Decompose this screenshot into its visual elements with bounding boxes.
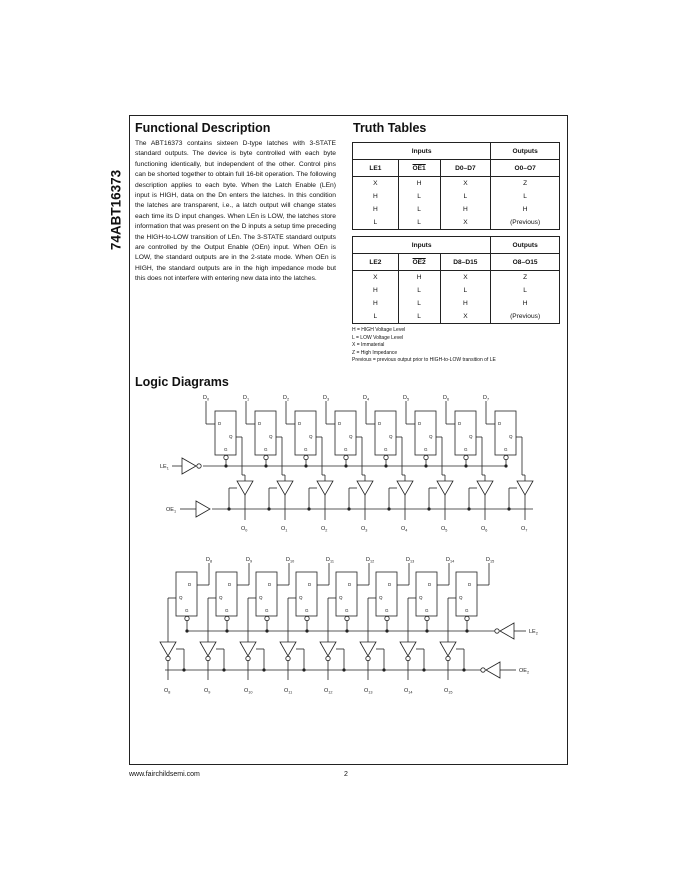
legend-item: Z = High Impedance	[352, 349, 398, 356]
latch-pin-g: G	[385, 608, 389, 613]
latch-pin-d: D	[468, 582, 472, 587]
latch-pin-g: G	[225, 608, 229, 613]
data-input-label: $D_6$	[443, 395, 450, 402]
output-label: $O_8$	[164, 688, 171, 695]
junction-dot	[384, 464, 387, 467]
inversion-bubble	[481, 668, 485, 672]
latch-pin-g: G	[504, 447, 508, 452]
table-cell: L	[398, 216, 440, 230]
table-cell: L	[398, 284, 440, 297]
output-buffer	[240, 642, 256, 656]
table-cell: H	[491, 297, 560, 310]
junction-dot	[264, 464, 267, 467]
outputs-header: Outputs	[491, 237, 560, 254]
column-header: D0–D7	[440, 160, 491, 177]
side-title: 74ABT16373	[108, 169, 124, 251]
latch-pin-q: Q	[379, 595, 383, 600]
latch-pin-g: G	[465, 608, 469, 613]
table-cell: Z	[491, 271, 560, 285]
inversion-bubble	[385, 616, 389, 620]
data-input-label: $D_1$	[243, 395, 250, 402]
inversion-bubble	[504, 455, 508, 459]
oe-buffer	[196, 501, 210, 517]
output-label: $O_{14}$	[404, 688, 413, 695]
latch-pin-g: G	[224, 447, 228, 452]
outputs-header: Outputs	[491, 143, 560, 160]
latch-pin-q: Q	[339, 595, 343, 600]
inversion-bubble	[224, 455, 228, 459]
junction-dot	[464, 464, 467, 467]
output-label: $O_0$	[241, 526, 248, 533]
junction-dot	[382, 668, 385, 671]
oe-buffer	[486, 662, 500, 678]
column-header: LE2	[353, 254, 399, 271]
inversion-bubble	[206, 656, 210, 660]
table-cell: L	[491, 284, 560, 297]
latch-pin-q: Q	[219, 595, 223, 600]
junction-dot	[265, 629, 268, 632]
junction-dot	[227, 507, 230, 510]
table-cell: H	[353, 190, 399, 203]
latch-pin-d: D	[298, 421, 302, 426]
latch-pin-d: D	[498, 421, 502, 426]
data-input-label: $D_8$	[206, 557, 213, 564]
latch-pin-d: D	[308, 582, 312, 587]
oe-label: $OE_1$	[166, 507, 177, 514]
table-cell: (Previous)	[491, 216, 560, 230]
table-cell: L	[398, 297, 440, 310]
latch-pin-g: G	[264, 447, 268, 452]
junction-dot	[224, 464, 227, 467]
latch-pin-d: D	[378, 421, 382, 426]
junction-dot	[504, 464, 507, 467]
junction-dot	[345, 629, 348, 632]
inputs-header: Inputs	[353, 143, 491, 160]
inversion-bubble	[495, 629, 499, 633]
le-label: $LE_2$	[529, 629, 538, 636]
latch-pin-q: Q	[469, 434, 473, 439]
latch-pin-g: G	[185, 608, 189, 613]
junction-dot	[422, 668, 425, 671]
latch-pin-q: Q	[299, 595, 303, 600]
inversion-bubble	[384, 455, 388, 459]
junction-dot	[507, 507, 510, 510]
data-input-label: $D_7$	[483, 395, 490, 402]
latch-pin-g: G	[344, 447, 348, 452]
latch-pin-q: Q	[259, 595, 263, 600]
latch-pin-d: D	[388, 582, 392, 587]
latch-pin-q: Q	[229, 434, 233, 439]
inversion-bubble	[305, 616, 309, 620]
inversion-bubble	[185, 616, 189, 620]
latch-pin-d: D	[268, 582, 272, 587]
column-header: O0–O7	[491, 160, 560, 177]
table-cell: (Previous)	[491, 310, 560, 324]
data-input-label: $D_{10}$	[286, 557, 295, 564]
inversion-bubble	[265, 616, 269, 620]
table-cell: H	[491, 203, 560, 216]
latch-pin-g: G	[265, 608, 269, 613]
output-label: $O_{15}$	[444, 688, 453, 695]
latch-pin-q: Q	[179, 595, 183, 600]
inversion-bubble	[424, 455, 428, 459]
latch-pin-g: G	[424, 447, 428, 452]
inversion-bubble	[326, 656, 330, 660]
inversion-bubble	[464, 455, 468, 459]
latch-pin-d: D	[428, 582, 432, 587]
output-label: $O_7$	[521, 526, 528, 533]
inversion-bubble	[304, 455, 308, 459]
output-label: $O_9$	[204, 688, 211, 695]
le-label: $LE_1$	[160, 464, 169, 471]
data-input-label: $D_3$	[323, 395, 330, 402]
output-buffer	[397, 481, 413, 495]
table-cell: Z	[491, 177, 560, 191]
legend-item: L = LOW Voltage Level	[352, 334, 404, 341]
data-input-label: $D_{11}$	[326, 557, 334, 564]
latch-pin-d: D	[258, 421, 262, 426]
functional-description-paragraph: The ABT16373 contains sixteen D-type latches with 3-STATE standard outputs. The device is byte controlled with each byte functioning identically, but independent of the other. Control pins can be shorted together to obtain full 16-bit operation. The following description applies to each byte. When the Latch Enable (LEn) input is HIGH, data on the Dn enters the latches. In this condition the latches are transparent, i.e., a latch output will change states each time its D input changes. When LEn is LOW, the latches store information that was present on the D inputs a setup time preceding the HIGH-to-LOW transition of LEn. The 3-STATE standard outputs are controlled by the Output Enable (OEn) input. When OEn is LOW, the standard outputs are in the 2-state mode. When OEn is HIGH, the standard outputs are in the high impedance mode but this does not interfere with entering new data into the latches.	[135, 140, 336, 283]
table-cell: H	[440, 297, 491, 310]
data-input-label: $D_5$	[403, 395, 410, 402]
inputs-header: Inputs	[353, 237, 491, 254]
inversion-bubble	[225, 616, 229, 620]
inversion-bubble	[286, 656, 290, 660]
output-buffer	[440, 642, 456, 656]
latch-pin-d: D	[418, 421, 422, 426]
le-buffer	[500, 623, 514, 639]
junction-dot	[182, 668, 185, 671]
table-cell: L	[398, 203, 440, 216]
output-label: $O_2$	[321, 526, 328, 533]
table-cell: H	[398, 271, 440, 285]
column-header: LE1	[353, 160, 399, 177]
junction-dot	[225, 629, 228, 632]
table-cell: L	[398, 310, 440, 324]
table-cell: L	[491, 190, 560, 203]
latch-pin-g: G	[464, 447, 468, 452]
column-header: OE1	[398, 160, 440, 177]
output-label: $O_{11}$	[284, 688, 293, 695]
inversion-bubble	[344, 455, 348, 459]
output-label: $O_{10}$	[244, 688, 253, 695]
junction-dot	[342, 668, 345, 671]
data-input-label: $D_9$	[246, 557, 253, 564]
junction-dot	[465, 629, 468, 632]
junction-dot	[425, 629, 428, 632]
inversion-bubble	[425, 616, 429, 620]
latch-pin-q: Q	[429, 434, 433, 439]
latch-pin-d: D	[348, 582, 352, 587]
output-buffer	[477, 481, 493, 495]
output-buffer	[277, 481, 293, 495]
output-buffer	[317, 481, 333, 495]
inversion-bubble	[246, 656, 250, 660]
table-cell: X	[440, 271, 491, 285]
column-header: D8–D15	[440, 254, 491, 271]
junction-dot	[385, 629, 388, 632]
output-label: $O_1$	[281, 526, 288, 533]
latch-pin-q: Q	[459, 595, 463, 600]
table-cell: H	[353, 297, 399, 310]
inversion-bubble	[465, 616, 469, 620]
junction-dot	[302, 668, 305, 671]
output-buffer	[320, 642, 336, 656]
data-input-label: $D_0$	[203, 395, 210, 402]
latch-pin-g: G	[425, 608, 429, 613]
latch-pin-q: Q	[419, 595, 423, 600]
output-buffer	[360, 642, 376, 656]
footer-website[interactable]: www.fairchildsemi.com	[129, 771, 200, 778]
legend-item: Previous = previous output prior to HIGH-to-LOW transition of LE	[352, 357, 496, 363]
data-input-label: $D_{13}$	[406, 557, 415, 564]
latch-pin-g: G	[345, 608, 349, 613]
inversion-bubble	[197, 464, 201, 468]
inversion-bubble	[446, 656, 450, 660]
truth-tables-title: Truth Tables	[353, 121, 427, 135]
table-cell: X	[353, 271, 399, 285]
table-cell: H	[398, 177, 440, 191]
output-buffer	[400, 642, 416, 656]
output-buffer	[237, 481, 253, 495]
junction-dot	[222, 668, 225, 671]
latch-pin-q: Q	[349, 434, 353, 439]
legend-item: X = Immaterial	[352, 342, 385, 348]
column-header: OE2	[398, 254, 440, 271]
latch-pin-q: Q	[309, 434, 313, 439]
inversion-bubble	[366, 656, 370, 660]
table-cell: X	[440, 310, 491, 324]
latch-pin-d: D	[228, 582, 232, 587]
output-label: $O_{12}$	[324, 688, 333, 695]
junction-dot	[347, 507, 350, 510]
data-input-label: $D_{12}$	[366, 557, 375, 564]
functional-description-title: Functional Description	[135, 121, 271, 135]
junction-dot	[267, 507, 270, 510]
output-label: $O_6$	[481, 526, 488, 533]
output-buffer	[437, 481, 453, 495]
table-cell: L	[398, 190, 440, 203]
junction-dot	[344, 464, 347, 467]
latch-pin-d: D	[338, 421, 342, 426]
junction-dot	[185, 629, 188, 632]
latch-pin-q: Q	[509, 434, 513, 439]
data-input-label: $D_{14}$	[446, 557, 455, 564]
junction-dot	[424, 464, 427, 467]
inversion-bubble	[264, 455, 268, 459]
table-cell: L	[440, 190, 491, 203]
output-label: $O_5$	[441, 526, 448, 533]
junction-dot	[467, 507, 470, 510]
table-cell: X	[440, 177, 491, 191]
output-label: $O_{13}$	[364, 688, 373, 695]
inversion-bubble	[406, 656, 410, 660]
logic-diagrams-title: Logic Diagrams	[135, 375, 229, 389]
table-cell: L	[353, 310, 399, 324]
junction-dot	[305, 629, 308, 632]
table-cell: H	[353, 203, 399, 216]
footer-page-number: 2	[344, 771, 348, 778]
le-buffer	[182, 458, 196, 474]
latch-pin-q: Q	[269, 434, 273, 439]
table-cell: H	[440, 203, 491, 216]
table-cell: H	[353, 284, 399, 297]
latch-pin-d: D	[218, 421, 222, 426]
data-input-label: $D_4$	[363, 395, 370, 402]
latch-pin-q: Q	[389, 434, 393, 439]
output-label: $O_4$	[401, 526, 408, 533]
column-header: O8–O15	[491, 254, 560, 271]
table-cell: L	[353, 216, 399, 230]
table-cell: L	[440, 284, 491, 297]
latch-pin-g: G	[304, 447, 308, 452]
output-buffer	[160, 642, 176, 656]
output-buffer	[280, 642, 296, 656]
data-input-label: $D_{15}$	[486, 557, 495, 564]
output-buffer	[200, 642, 216, 656]
oe-label: $OE_2$	[519, 668, 530, 675]
latch-pin-g: G	[305, 608, 309, 613]
junction-dot	[262, 668, 265, 671]
inversion-bubble	[345, 616, 349, 620]
data-input-label: $D_2$	[283, 395, 290, 402]
output-buffer	[357, 481, 373, 495]
junction-dot	[304, 464, 307, 467]
junction-dot	[462, 668, 465, 671]
latch-pin-g: G	[384, 447, 388, 452]
junction-dot	[387, 507, 390, 510]
output-label: $O_3$	[361, 526, 368, 533]
table-cell: X	[353, 177, 399, 191]
legend-item: H = HIGH Voltage Level	[352, 327, 406, 333]
inversion-bubble	[166, 656, 170, 660]
output-buffer	[517, 481, 533, 495]
latch-pin-d: D	[458, 421, 462, 426]
junction-dot	[427, 507, 430, 510]
table-cell: X	[440, 216, 491, 230]
latch-pin-d: D	[188, 582, 192, 587]
junction-dot	[307, 507, 310, 510]
